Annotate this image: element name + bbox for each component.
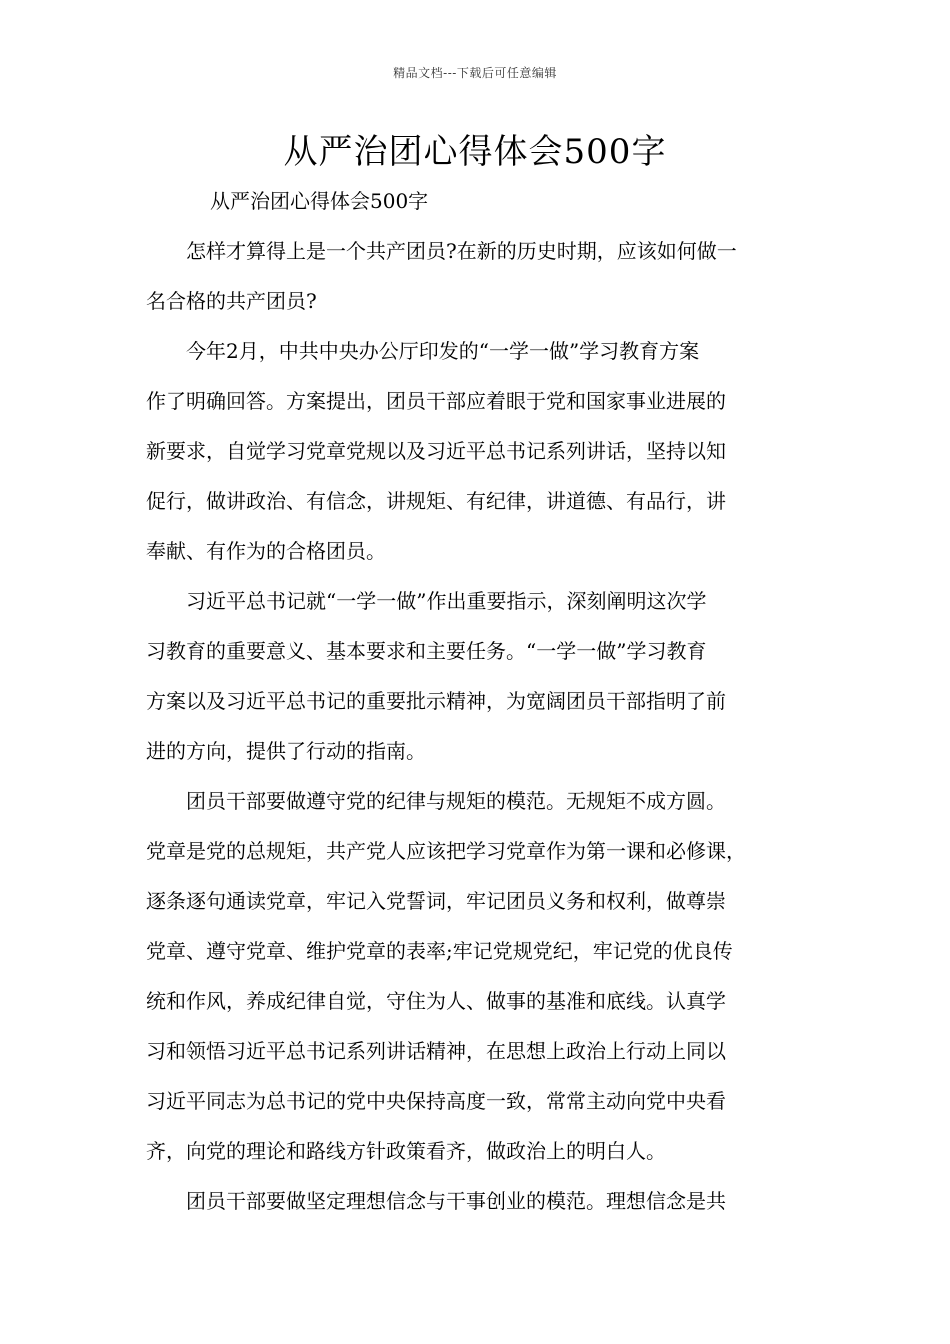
paragraph-line: 团员干部要做坚定理想信念与干事创业的模范。理想信念是共 [186,1189,726,1213]
paragraph-line: 新要求，自觉学习党章党规以及习近平总书记系列讲话，坚持以知 [146,439,726,463]
paragraph-line: 逐条逐句通读党章，牢记入党誓词，牢记团员义务和权利，做尊崇 [146,889,726,913]
document-title: 从严治团心得体会500字 [283,132,667,172]
paragraph-line: 促行，做讲政治、有信念，讲规矩、有纪律，讲道德、有品行，讲 [146,489,726,513]
paragraph-line: 习和领悟习近平总书记系列讲话精神，在思想上政治上行动上同以 [146,1039,726,1063]
paragraph-line: 党章是党的总规矩，共产党人应该把学习党章作为第一课和必修课， [146,839,746,863]
paragraph-line: 党章、遵守党章、维护党章的表率;牢记党规党纪，牢记党的优良传 [146,939,733,963]
paragraph-line: 齐，向党的理论和路线方针政策看齐，做政治上的明白人。 [146,1139,666,1163]
paragraph-line: 今年2月，中共中央办公厅印发的“一学一做”学习教育方案 [186,339,700,363]
paragraph-1 [146,226,816,326]
document-body [146,176,816,1226]
paragraph-line: 怎样才算得上是一个共产团员?在新的历史时期，应该如何做一 [186,239,737,263]
paragraph-line: 方案以及习近平总书记的重要批示精神，为宽阔团员干部指明了前 [146,689,726,713]
paragraph-line: 习近平总书记就“一学一做”作出重要指示，深刻阐明这次学 [186,589,707,613]
paragraph-line: 进的方向，提供了行动的指南。 [146,739,426,763]
paragraph-2 [146,326,816,576]
paragraph-line: 习近平同志为总书记的党中央保持高度一致，常常主动向党中央看 [146,1089,726,1113]
paragraph-line: 名合格的共产团员? [146,289,317,313]
paragraph-line: 奉献、有作为的合格团员。 [146,539,386,563]
paragraph-line: 作了明确回答。方案提出，团员干部应着眼于党和国家事业进展的 [146,389,726,413]
paragraph-line: 习教育的重要意义、基本要求和主要任务。“一学一做”学习教育 [146,639,707,663]
header-note: 精品文档---下载后可任意编辑 [393,66,557,80]
document-subtitle: 从严治团心得体会500字 [210,189,429,213]
paragraph-line: 统和作风，养成纪律自觉，守住为人、做事的基准和底线。认真学 [146,989,726,1013]
paragraph-5 [146,1176,816,1226]
paragraph-3 [146,576,816,776]
paragraph-4 [146,776,816,1176]
paragraph-line: 团员干部要做遵守党的纪律与规矩的模范。无规矩不成方圆。 [186,789,726,813]
